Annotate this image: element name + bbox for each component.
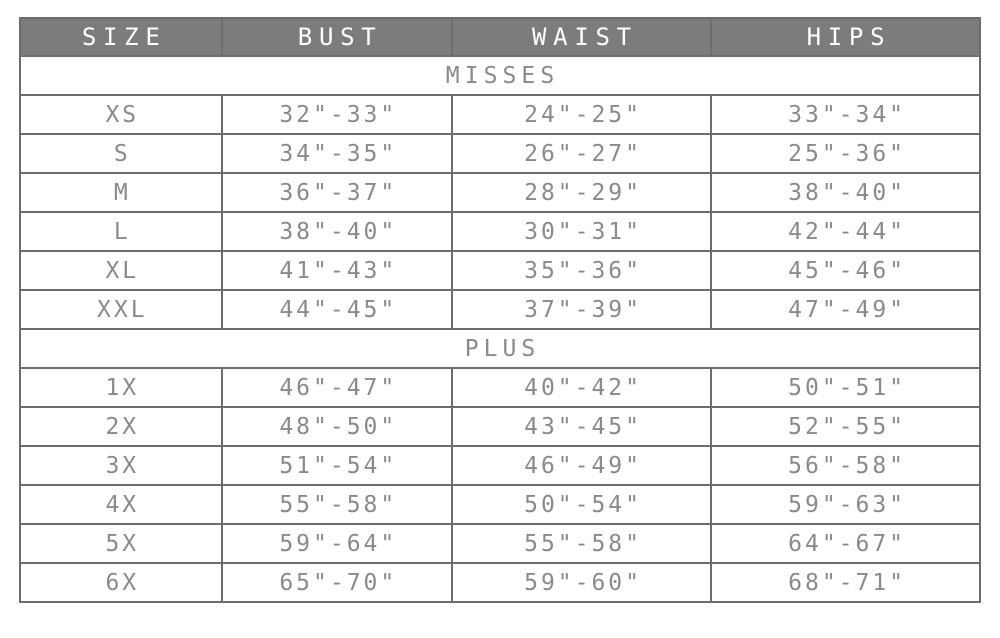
waist-cell: 30"-31" <box>452 212 711 251</box>
hips-cell: 52"-55" <box>711 407 980 446</box>
table-row <box>20 134 980 173</box>
bust-cell: 36"-37" <box>222 173 452 212</box>
hips-cell: 59"-63" <box>711 485 980 524</box>
size-cell: 5X <box>20 524 222 563</box>
hips-cell: 38"-40" <box>711 173 980 212</box>
column-header-waist: WAIST <box>452 18 711 56</box>
waist-cell: 50"-54" <box>452 485 711 524</box>
size-cell: 3X <box>20 446 222 485</box>
bust-cell: 44"-45" <box>222 290 452 329</box>
table-row <box>20 290 980 329</box>
waist-cell: 46"-49" <box>452 446 711 485</box>
section-header-row <box>20 56 980 95</box>
section-label: MISSES <box>20 56 980 95</box>
bust-cell: 38"-40" <box>222 212 452 251</box>
table-row <box>20 446 980 485</box>
column-header-size: SIZE <box>20 18 222 56</box>
size-cell: L <box>20 212 222 251</box>
waist-cell: 43"-45" <box>452 407 711 446</box>
table-row <box>20 251 980 290</box>
hips-cell: 64"-67" <box>711 524 980 563</box>
hips-cell: 68"-71" <box>711 563 980 602</box>
waist-cell: 28"-29" <box>452 173 711 212</box>
table-row <box>20 407 980 446</box>
size-cell: S <box>20 134 222 173</box>
section-label: PLUS <box>20 329 980 368</box>
hips-cell: 50"-51" <box>711 368 980 407</box>
section-header-row <box>20 329 980 368</box>
bust-cell: 34"-35" <box>222 134 452 173</box>
bust-cell: 41"-43" <box>222 251 452 290</box>
column-header-bust: BUST <box>222 18 452 56</box>
bust-cell: 46"-47" <box>222 368 452 407</box>
size-cell: XS <box>20 95 222 134</box>
bust-cell: 55"-58" <box>222 485 452 524</box>
bust-cell: 51"-54" <box>222 446 452 485</box>
waist-cell: 37"-39" <box>452 290 711 329</box>
bust-cell: 59"-64" <box>222 524 452 563</box>
size-cell: 1X <box>20 368 222 407</box>
waist-cell: 26"-27" <box>452 134 711 173</box>
column-header-row <box>20 18 980 56</box>
size-cell: 4X <box>20 485 222 524</box>
column-header-hips: HIPS <box>711 18 980 56</box>
size-cell: XXL <box>20 290 222 329</box>
hips-cell: 56"-58" <box>711 446 980 485</box>
table-row <box>20 212 980 251</box>
table-row <box>20 563 980 602</box>
waist-cell: 40"-42" <box>452 368 711 407</box>
size-chart-page <box>0 17 1000 603</box>
hips-cell: 45"-46" <box>711 251 980 290</box>
size-cell: XL <box>20 251 222 290</box>
table-row <box>20 173 980 212</box>
size-chart-table <box>19 17 981 603</box>
table-row <box>20 95 980 134</box>
waist-cell: 35"-36" <box>452 251 711 290</box>
size-chart-body <box>20 56 980 602</box>
hips-cell: 47"-49" <box>711 290 980 329</box>
table-row <box>20 485 980 524</box>
hips-cell: 25"-36" <box>711 134 980 173</box>
waist-cell: 24"-25" <box>452 95 711 134</box>
waist-cell: 59"-60" <box>452 563 711 602</box>
bust-cell: 65"-70" <box>222 563 452 602</box>
waist-cell: 55"-58" <box>452 524 711 563</box>
bust-cell: 32"-33" <box>222 95 452 134</box>
table-row <box>20 368 980 407</box>
table-row <box>20 524 980 563</box>
size-cell: M <box>20 173 222 212</box>
size-cell: 2X <box>20 407 222 446</box>
bust-cell: 48"-50" <box>222 407 452 446</box>
hips-cell: 33"-34" <box>711 95 980 134</box>
hips-cell: 42"-44" <box>711 212 980 251</box>
size-cell: 6X <box>20 563 222 602</box>
